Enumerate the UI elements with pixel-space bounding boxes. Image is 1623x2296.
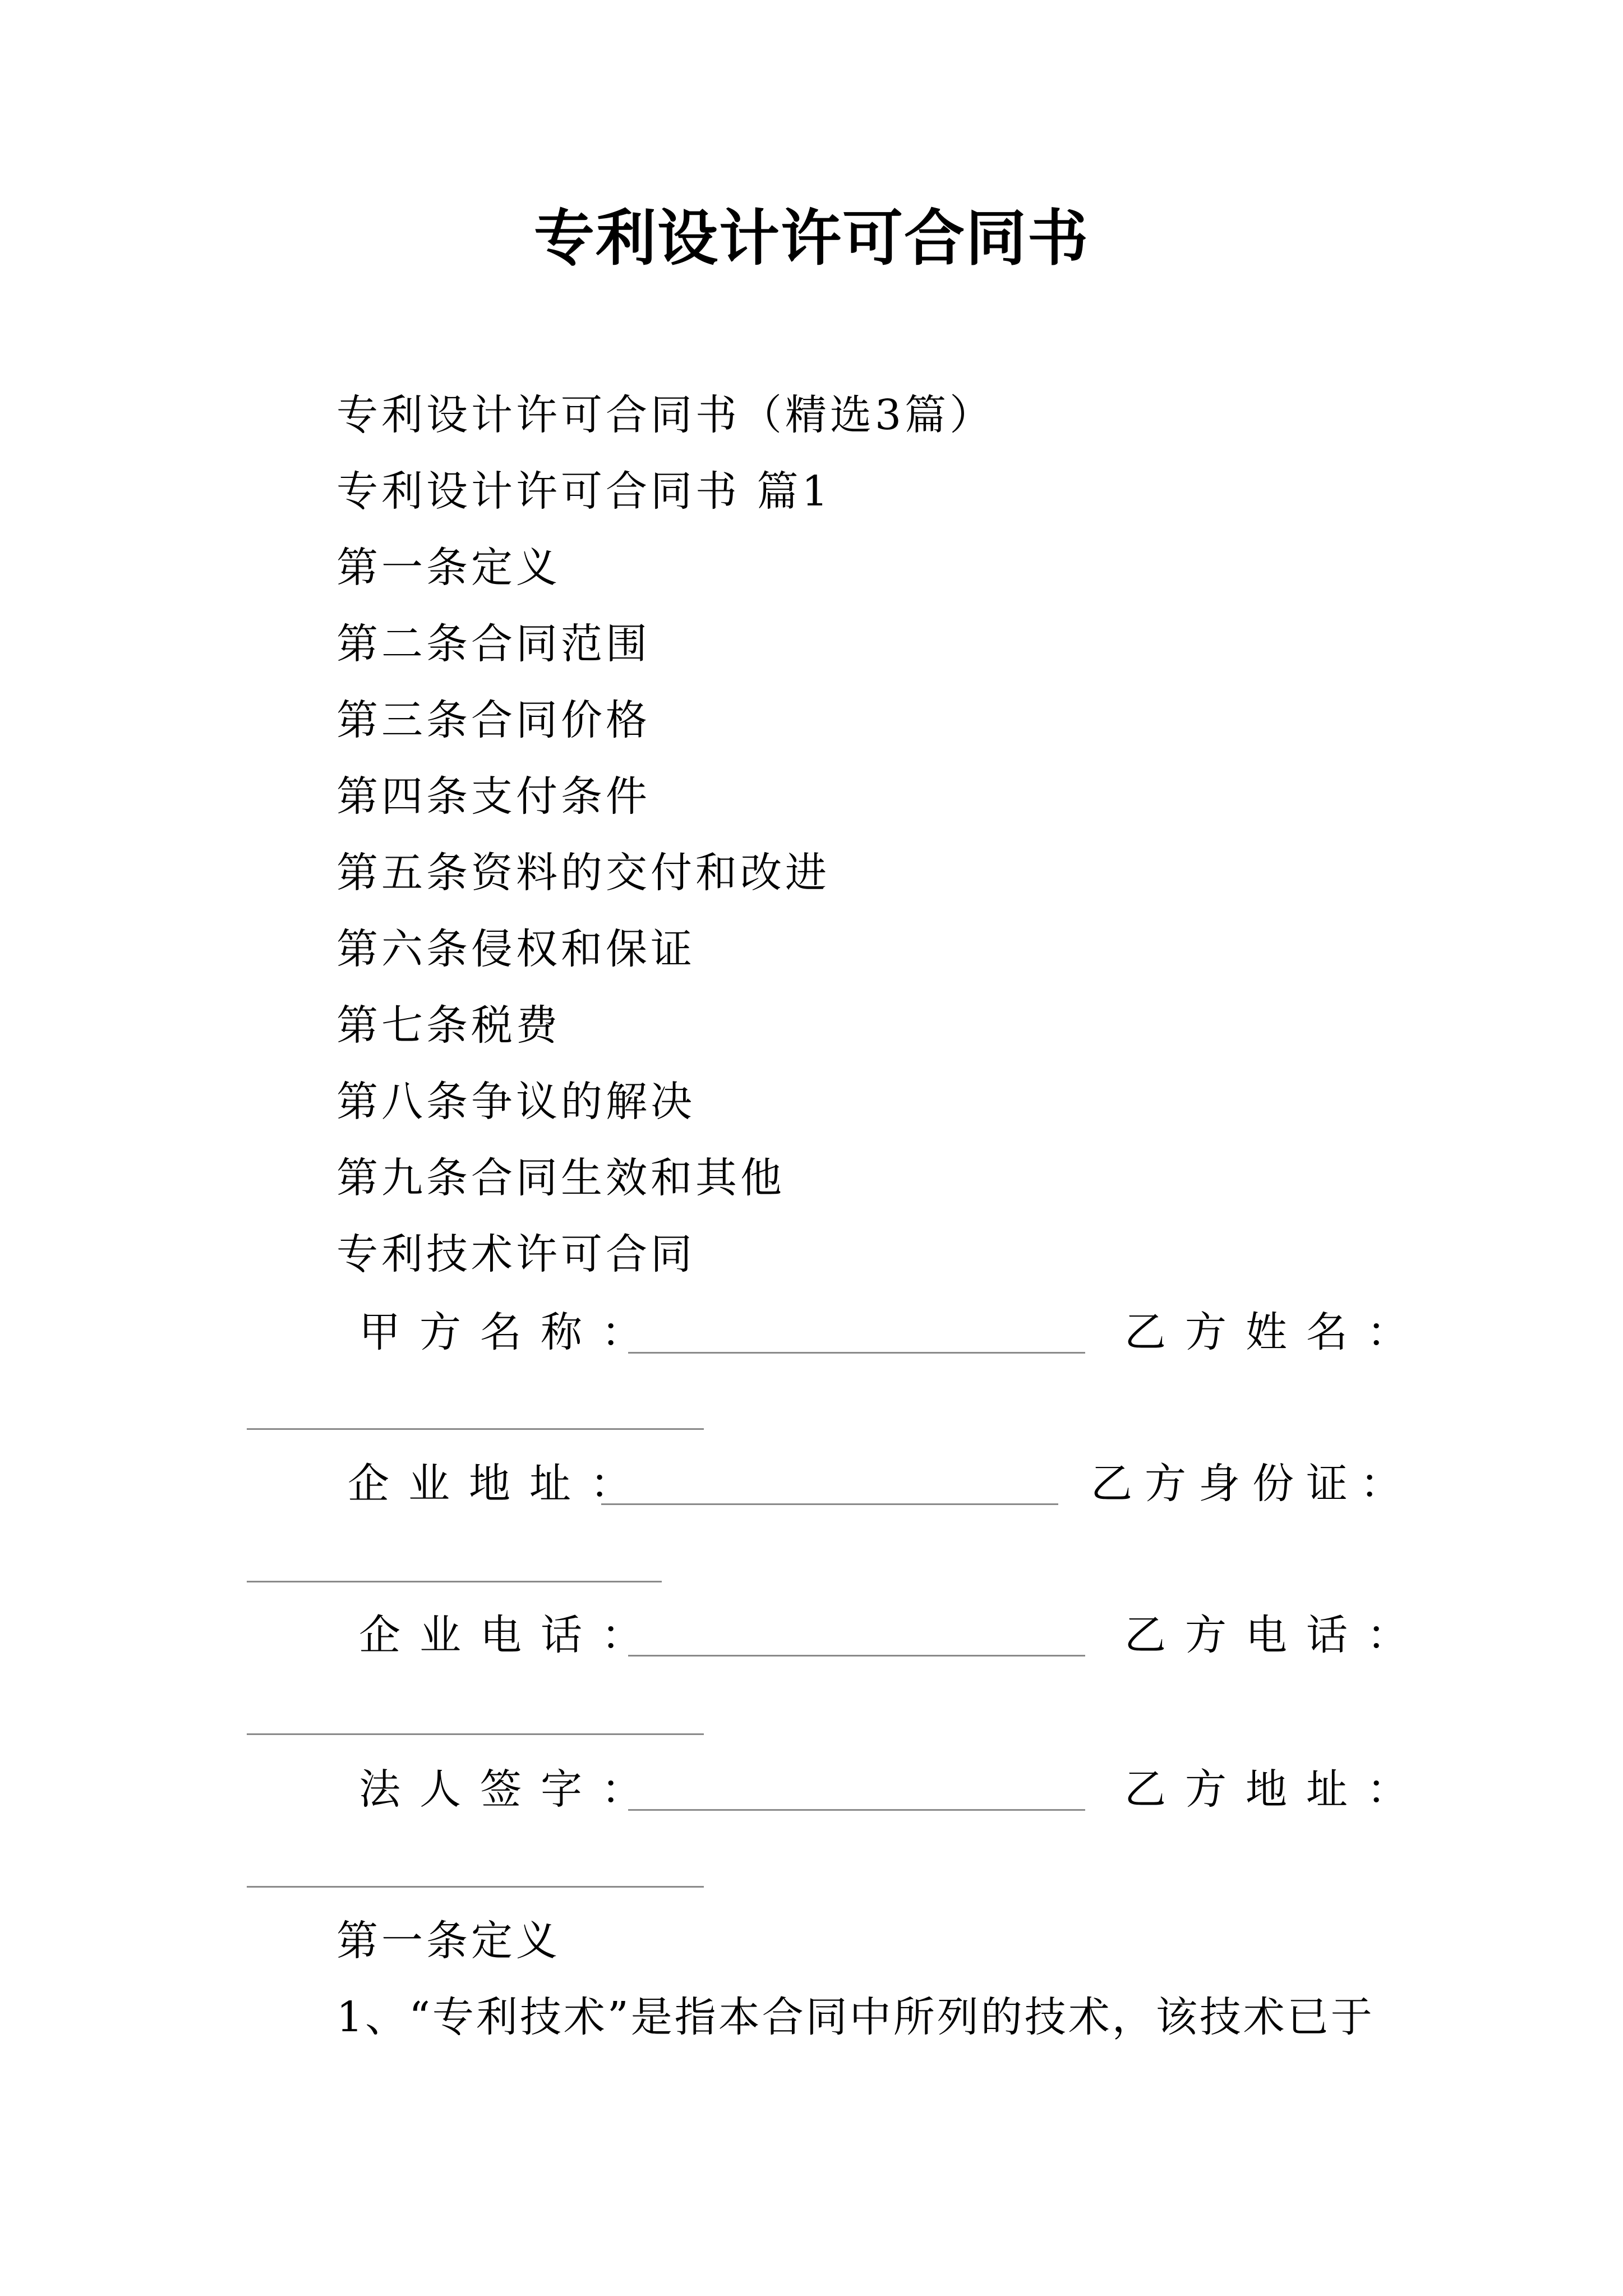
toc-item: 第九条合同生效和其他 [336, 1154, 785, 1202]
party-b-phone-label: 乙方电话： [1124, 1611, 1427, 1659]
toc-item: 第四条支付条件 [336, 772, 651, 821]
party-b-address-field[interactable] [247, 1886, 704, 1888]
toc-item: 第八条争议的解决 [336, 1078, 695, 1126]
company-phone-label: 企业电话： [359, 1611, 662, 1659]
company-address-field[interactable] [601, 1503, 1058, 1505]
party-b-id-field[interactable] [247, 1581, 662, 1582]
toc-item: 第五条资料的交付和改进 [336, 849, 830, 897]
document-title: 专利设计许可合同书 [533, 203, 1089, 274]
party-b-phone-field[interactable] [247, 1733, 704, 1735]
party-b-name-label: 乙方姓名： [1124, 1308, 1427, 1356]
party-b-id-label: 乙方身份证： [1091, 1460, 1414, 1508]
contract-heading: 专利技术许可合同 [336, 1230, 695, 1278]
legal-signature-label: 法人签字： [359, 1765, 662, 1814]
company-address-label: 企业地址： [348, 1460, 651, 1508]
toc-item: 第一条定义 [336, 544, 561, 592]
party-b-name-field[interactable] [247, 1428, 704, 1430]
company-phone-field[interactable] [628, 1655, 1085, 1657]
toc-item: 第六条侵权和保证 [336, 925, 695, 973]
body-paragraph: 1、“专利技术”是指本合同中所列的技术，该技术已于 [336, 1993, 1375, 2041]
subtitle-line: 专利设计许可合同书（精选3篇） [336, 391, 995, 439]
party-a-name-label: 甲方名称： [359, 1308, 662, 1356]
section-heading: 第一条定义 [336, 1917, 561, 1965]
section-heading: 专利设计许可合同书 篇1 [336, 467, 832, 516]
toc-item: 第二条合同范围 [336, 620, 651, 668]
toc-item: 第七条税费 [336, 1001, 561, 1050]
legal-signature-field[interactable] [628, 1809, 1085, 1811]
toc-item: 第三条合同价格 [336, 696, 651, 744]
party-a-name-field[interactable] [628, 1352, 1085, 1354]
party-b-address-label: 乙方地址： [1124, 1765, 1427, 1814]
